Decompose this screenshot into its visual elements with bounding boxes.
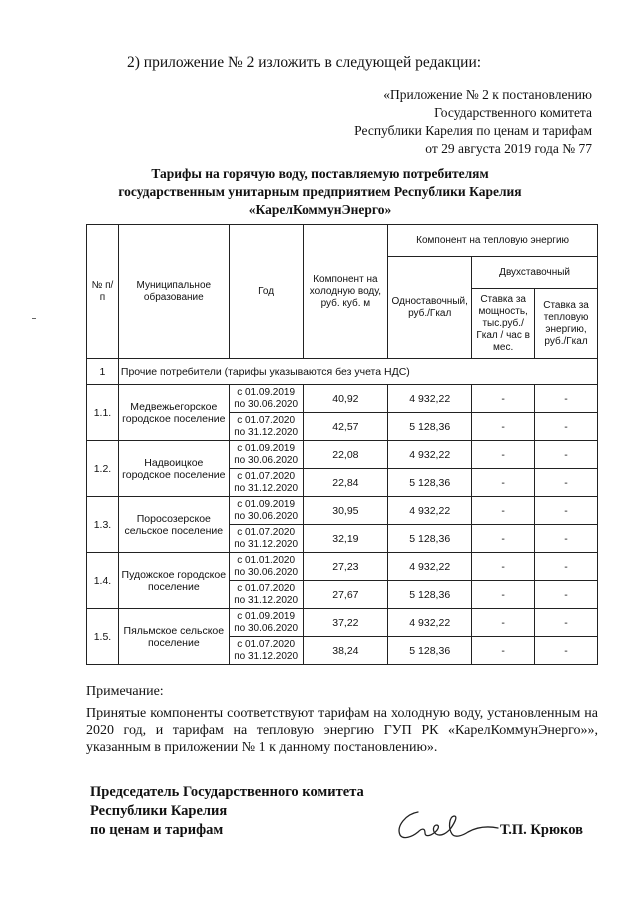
section-number: 1 [87,359,119,385]
single-rate-value: 4 932,22 [388,553,472,581]
period-cell: с 01.07.2020 по 31.12.2020 [229,525,303,553]
note-text: Принятые компоненты соответствуют тарифам на холодную воду, установленным на 2020 год, и тарифам на тепловую энергию ГУП РК «КарелКоммунЭнерго»», указанным в приложении № 1 к данному постановлению». [86,706,598,755]
single-rate-value: 5 128,36 [388,469,472,497]
signature-title-line-2: Республики Карелия [90,803,228,819]
energy-rate-value: - [535,637,598,665]
energy-rate-value: - [535,385,598,413]
appendix-line-1: «Приложение № 2 к постановлению [383,87,592,102]
energy-rate-value: - [535,497,598,525]
power-rate-value: - [472,581,535,609]
cold-water-value: 37,22 [303,609,388,637]
power-rate-value: - [472,413,535,441]
cold-water-value: 38,24 [303,637,388,665]
period-cell: с 01.09.2019 по 30.06.2020 [229,609,303,637]
cold-water-value: 32,19 [303,525,388,553]
municipality-name: Пудожское городское поселение [118,553,229,609]
cold-water-value: 27,23 [303,553,388,581]
cold-water-value: 27,67 [303,581,388,609]
cold-water-value: 22,08 [303,441,388,469]
municipality-name: Поросозерское сельское поселение [118,497,229,553]
appendix-line-4: от 29 августа 2019 года № 77 [425,141,592,156]
energy-rate-value: - [535,609,598,637]
single-rate-value: 4 932,22 [388,385,472,413]
cold-water-value: 30,95 [303,497,388,525]
header-municipality: Муниципальное образование [118,225,229,359]
power-rate-value: - [472,637,535,665]
section-title: Прочие потребители (тарифы указываются без учета НДС) [118,359,597,385]
header-cold-water: Компонент на холодную воду, руб. куб. м [303,225,388,359]
energy-rate-value: - [535,441,598,469]
header-year: Год [229,225,303,359]
period-cell: с 01.07.2020 по 31.12.2020 [229,581,303,609]
tariff-table [86,224,598,665]
single-rate-value: 5 128,36 [388,637,472,665]
header-single-rate: Одноставочный, руб./Гкал [388,257,472,359]
single-rate-value: 4 932,22 [388,609,472,637]
signature-title-line-3: по ценам и тарифам [90,822,224,838]
energy-rate-value: - [535,525,598,553]
municipality-name: Надвоицкое городское поселение [118,441,229,497]
handwritten-signature [392,806,500,842]
row-number: 1.5. [87,609,119,665]
single-rate-value: 4 932,22 [388,497,472,525]
appendix-line-3: Республики Карелия по ценам и тарифам [354,123,592,138]
appendix-line-2: Государственного комитета [434,105,592,120]
period-cell: с 01.09.2019 по 30.06.2020 [229,385,303,413]
power-rate-value: - [472,497,535,525]
row-number: 1.4. [87,553,119,609]
municipality-name: Медвежьегорское городское поселение [118,385,229,441]
header-power-rate: Ставка за мощность, тыс.руб./ Гкал / час в мес. [472,289,535,359]
row-number: 1.3. [87,497,119,553]
header-two-rate: Двухставочный [472,257,598,289]
power-rate-value: - [472,469,535,497]
energy-rate-value: - [535,469,598,497]
power-rate-value: - [472,525,535,553]
note-heading: Примечание: [86,684,164,699]
row-number: 1.1. [87,385,119,441]
period-cell: с 01.07.2020 по 31.12.2020 [229,413,303,441]
row-number: 1.2. [87,441,119,497]
period-cell: с 01.01.2020 по 30.06.2020 [229,553,303,581]
single-rate-value: 4 932,22 [388,441,472,469]
period-cell: с 01.07.2020 по 31.12.2020 [229,637,303,665]
period-cell: с 01.09.2019 по 30.06.2020 [229,497,303,525]
signature-title-line-1: Председатель Государственного комитета [90,784,364,800]
single-rate-value: 5 128,36 [388,581,472,609]
energy-rate-value: - [535,581,598,609]
single-rate-value: 5 128,36 [388,525,472,553]
power-rate-value: - [472,553,535,581]
title-line-3: «КарелКоммунЭнерго» [248,202,392,217]
power-rate-value: - [472,441,535,469]
single-rate-value: 5 128,36 [388,413,472,441]
cold-water-value: 42,57 [303,413,388,441]
header-heat-component: Компонент на тепловую энергию [388,225,598,257]
title-line-1: Тарифы на горячую воду, поставляемую потребителям [151,166,489,181]
energy-rate-value: - [535,413,598,441]
cold-water-value: 22,84 [303,469,388,497]
power-rate-value: - [472,609,535,637]
title-line-2: государственным унитарным предприятием Республики Карелия [118,184,522,199]
header-number: № п/п [87,225,119,359]
header-energy-rate: Ставка за тепловую энергию, руб./Гкал [535,289,598,359]
municipality-name: Пяльмское сельское поселение [118,609,229,665]
period-cell: с 01.09.2019 по 30.06.2020 [229,441,303,469]
cold-water-value: 40,92 [303,385,388,413]
intro-line: 2) приложение № 2 изложить в следующей редакции: [127,54,482,71]
period-cell: с 01.07.2020 по 31.12.2020 [229,469,303,497]
energy-rate-value: - [535,553,598,581]
power-rate-value: - [472,385,535,413]
margin-mark [32,318,36,319]
signatory-name: Т.П. Крюков [500,822,583,838]
